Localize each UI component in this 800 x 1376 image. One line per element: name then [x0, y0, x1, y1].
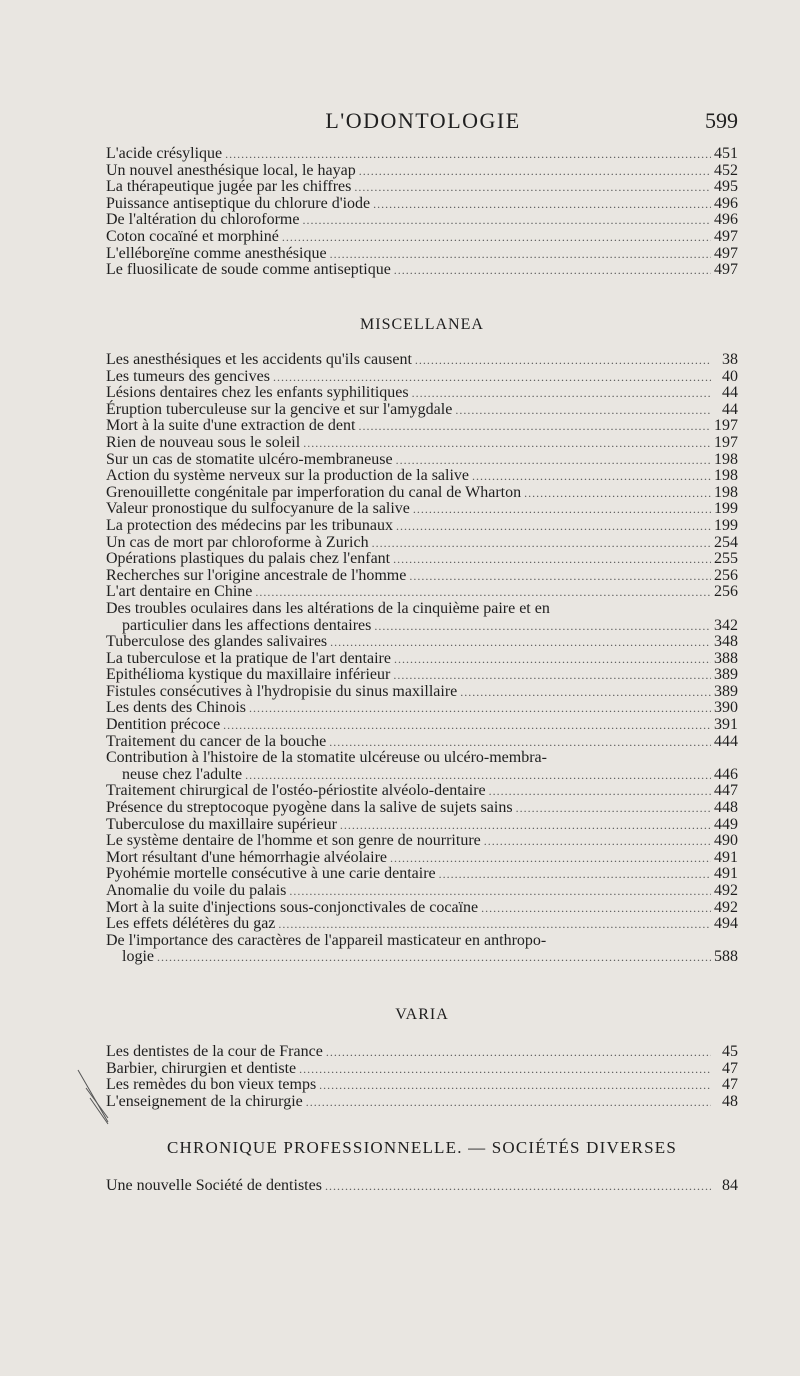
entry-page: 390 [714, 699, 738, 717]
dot-leader [524, 485, 711, 502]
entry-title: Des troubles oculaires dans les altérations de la cinquième paire et en [106, 599, 550, 617]
chronique-list [106, 1178, 738, 1195]
entry-title: Les remèdes du bon vieux temps [106, 1076, 317, 1094]
entry-title: Une nouvelle Société de dentistes [106, 1177, 322, 1194]
dot-leader [303, 435, 711, 452]
entry-page: 38 [722, 351, 738, 368]
dot-leader [329, 734, 711, 751]
entry-title: Contribution à l'histoire de la stomatite ulcéreuse ou ulcéro-membra- [106, 749, 547, 767]
dot-leader [326, 1044, 711, 1061]
top-index-section [106, 146, 738, 279]
entry-title: Fistules consécutives à l'hydropisie du sinus maxillaire [106, 682, 458, 700]
entry-title: Les anesthésiques et les accidents qu'ils causent [106, 351, 412, 368]
index-entry [106, 817, 738, 834]
entry-title-continuation: neuse chez l'adulte [122, 765, 243, 783]
entry-page: 256 [714, 566, 738, 584]
dot-leader [325, 1178, 711, 1195]
index-entry [106, 1077, 738, 1094]
entry-title: Opérations plastiques du palais chez l'enfant [106, 550, 391, 568]
entry-page: 198 [714, 450, 738, 468]
page-number: 599 [705, 108, 738, 133]
entry-page: 491 [714, 865, 738, 883]
entry-page: 444 [714, 732, 738, 750]
dot-leader [245, 767, 711, 784]
index-entry [106, 518, 738, 535]
entry-page: 588 [714, 948, 738, 966]
index-entry [106, 667, 738, 684]
index-entry [106, 385, 738, 402]
entry-page: 199 [714, 500, 738, 518]
entry-title: Valeur pronostique du sulfocyanure de la salive [106, 500, 410, 518]
entry-title: Éruption tuberculeuse sur la gencive et sur l'amygdale [106, 400, 453, 418]
entry-continuation-row [106, 618, 738, 635]
index-entry [106, 468, 738, 485]
entry-title: Tuberculose des glandes salivaires [106, 633, 328, 651]
index-entry [106, 485, 738, 502]
entry-page: 452 [714, 161, 738, 179]
chronique-heading: CHRONIQUE PROFESSIONNELLE. — SOCIÉTÉS DIVERSES [167, 1138, 677, 1157]
entry-title: Mort à la suite d'une extraction de dent [106, 417, 356, 435]
entry-page: 391 [714, 716, 738, 734]
entry-page: 45 [722, 1043, 738, 1060]
index-entry [106, 262, 738, 279]
dot-leader [278, 916, 711, 933]
entry-page: 84 [722, 1177, 738, 1194]
index-entry [106, 1061, 738, 1078]
dot-leader [249, 700, 711, 717]
dot-leader [413, 501, 711, 518]
index-entry [106, 684, 738, 701]
index-entry [106, 833, 738, 850]
running-title: L'ODONTOLOGIE [325, 108, 521, 133]
index-entry [106, 229, 738, 246]
entry-title: Traitement chirurgical de l'ostéo-périostite alvéolo-dentaire [106, 782, 486, 800]
chronique-section [106, 1178, 738, 1195]
dot-leader [359, 163, 711, 180]
index-entry [106, 568, 738, 585]
entry-title: Puissance antiseptique du chlorure d'iode [106, 194, 371, 212]
dot-leader [460, 684, 711, 701]
index-entry [106, 700, 738, 717]
dot-leader [282, 229, 711, 246]
entry-page: 44 [722, 384, 738, 402]
dot-leader [472, 468, 711, 485]
index-entry [106, 717, 738, 734]
entry-title: Un cas de mort par chloroforme à Zurich [106, 533, 369, 551]
entry-title: Anomalie du voile du palais [106, 882, 287, 899]
index-entry [106, 651, 738, 668]
entry-title: L'acide crésylique [106, 145, 223, 162]
entry-title: Les tumeurs des gencives [106, 367, 270, 385]
index-entry [106, 1094, 738, 1111]
dot-leader [273, 369, 711, 386]
index-entry [106, 750, 738, 783]
entry-page: 199 [714, 516, 738, 534]
entry-page: 256 [714, 583, 738, 601]
index-entry [106, 601, 738, 634]
miscellanea-section [106, 352, 738, 966]
entry-page: 451 [714, 145, 738, 162]
entry-title: La tuberculose et la pratique de l'art dentaire [106, 649, 391, 667]
entry-title-continuation: particulier dans les affections dentaires [122, 616, 372, 634]
entry-page: 494 [714, 915, 738, 933]
entry-title: Sur un cas de stomatite ulcéro-membraneuse [106, 450, 393, 468]
dot-leader [319, 1077, 711, 1094]
index-entry [106, 866, 738, 883]
entry-page: 47 [722, 1076, 738, 1094]
index-entry [106, 734, 738, 751]
entry-title: Epithélioma kystique du maxillaire inférieur [106, 666, 391, 684]
index-entry [106, 146, 738, 163]
entry-title: De l'altération du chloroforme [106, 211, 300, 229]
dot-leader [396, 452, 711, 469]
entry-page: 388 [714, 649, 738, 667]
entry-page: 447 [714, 782, 738, 800]
entry-title: De l'importance des caractères de l'appareil masticateur en anthropo- [106, 931, 547, 949]
dot-leader [330, 246, 711, 263]
index-entry [106, 246, 738, 263]
entry-page: 448 [714, 799, 738, 817]
index-entry [106, 402, 738, 419]
entry-title: Rien de nouveau sous le soleil [106, 433, 301, 451]
entry-page: 48 [722, 1092, 738, 1110]
entry-page: 497 [714, 244, 738, 262]
entry-page: 342 [714, 616, 738, 634]
entry-page: 254 [714, 533, 738, 551]
entry-page: 449 [714, 815, 738, 833]
entry-title: L'art dentaire en Chine [106, 583, 253, 601]
entry-title: L'ellébore̱ïne comme anesthésique [106, 244, 327, 262]
entry-page: 492 [714, 882, 738, 899]
entry-continuation-row [106, 767, 738, 784]
miscellanea-heading: MISCELLANEA [360, 316, 484, 333]
dot-leader [340, 817, 711, 834]
index-entry [106, 535, 738, 552]
entry-title: Le fluosilicate de soude comme antiseptique [106, 261, 391, 279]
top-index-list [106, 146, 738, 279]
dot-leader [412, 385, 711, 402]
index-entry [106, 418, 738, 435]
entry-title: L'enseignement de la chirurgie [106, 1092, 303, 1110]
entry-continuation-row [106, 949, 738, 966]
index-entry [106, 584, 738, 601]
dot-leader [374, 618, 711, 635]
entry-title: Tuberculose du maxillaire supérieur [106, 815, 337, 833]
index-entry [106, 783, 738, 800]
index-entry [106, 800, 738, 817]
entry-title: Un nouvel anesthésique local, le hayap [106, 161, 356, 179]
entry-page: 491 [714, 848, 738, 866]
dot-leader [373, 196, 711, 213]
dot-leader [415, 352, 711, 369]
dot-leader [225, 146, 711, 163]
entry-page: 495 [714, 178, 738, 196]
index-entry [106, 916, 738, 933]
entry-title: Pyohémie mortelle consécutive à une carie dentaire [106, 865, 436, 883]
index-entry [106, 212, 738, 229]
entry-page: 490 [714, 832, 738, 850]
index-entry [106, 900, 738, 917]
dot-leader [390, 850, 711, 867]
dot-leader [455, 402, 711, 419]
dot-leader [306, 1094, 711, 1111]
entry-page: 497 [714, 261, 738, 279]
varia-heading: VARIA [395, 1006, 449, 1023]
dot-leader [372, 535, 711, 552]
varia-list [106, 1044, 738, 1110]
entry-page: 496 [714, 194, 738, 212]
entry-title: Les dents des Chinois [106, 699, 246, 717]
index-entry [106, 369, 738, 386]
dot-leader [394, 262, 711, 279]
dot-leader [409, 568, 711, 585]
entry-title: Barbier, chirurgien et dentiste [106, 1059, 297, 1077]
dot-leader [396, 518, 711, 535]
dot-leader [354, 179, 711, 196]
dot-leader [393, 551, 711, 568]
entry-title: Présence du streptocoque pyogène dans la salive de sujets sains [106, 799, 513, 817]
index-entry [106, 196, 738, 213]
dot-leader [255, 584, 711, 601]
index-entry [106, 634, 738, 651]
index-entry [106, 1178, 738, 1195]
entry-page: 197 [714, 417, 738, 435]
dot-leader [516, 800, 711, 817]
entry-page: 389 [714, 682, 738, 700]
dot-leader [330, 634, 711, 651]
index-entry [106, 850, 738, 867]
entry-title: Mort à la suite d'injections sous-conjonctivales de cocaïne [106, 898, 479, 916]
page-header [108, 104, 738, 138]
index-entry [106, 452, 738, 469]
entry-page: 255 [714, 550, 738, 568]
entry-title: Coton cocaïné et morphiné [106, 227, 279, 245]
entry-title: La protection des médecins par les tribunaux [106, 516, 394, 534]
dot-leader [393, 667, 711, 684]
dot-leader [439, 866, 711, 883]
index-entry [106, 551, 738, 568]
entry-page: 47 [722, 1059, 738, 1077]
entry-title: La thérapeutique jugée par les chiffres [106, 178, 352, 196]
dot-leader [299, 1061, 711, 1078]
entry-title: Traitement du cancer de la bouche [106, 732, 327, 750]
entry-page: 198 [714, 483, 738, 501]
entry-page: 492 [714, 898, 738, 916]
entry-title: Les dentistes de la cour de France [106, 1043, 323, 1060]
index-entry [106, 883, 738, 900]
dot-leader [157, 949, 711, 966]
entry-title: Le système dentaire de l'homme et son genre de nourriture [106, 832, 481, 850]
dot-leader [484, 833, 711, 850]
entry-title: Action du système nerveux sur la production de la salive [106, 467, 470, 485]
dot-leader [223, 717, 711, 734]
dot-leader [302, 212, 711, 229]
entry-page: 496 [714, 211, 738, 229]
entry-title: Les effets délétères du gaz [106, 915, 276, 933]
index-entry [106, 179, 738, 196]
entry-title-continuation: logie [122, 948, 154, 966]
dot-leader [289, 883, 711, 900]
entry-title: Lésions dentaires chez les enfants syphilitiques [106, 384, 409, 402]
index-entry [106, 435, 738, 452]
index-entry [106, 163, 738, 180]
entry-title: Recherches sur l'origine ancestrale de l'homme [106, 566, 407, 584]
entry-page: 389 [714, 666, 738, 684]
entry-page: 497 [714, 227, 738, 245]
dot-leader [489, 783, 711, 800]
varia-section [106, 1044, 738, 1110]
entry-title: Dentition précoce [106, 716, 221, 734]
entry-page: 348 [714, 633, 738, 651]
entry-page: 197 [714, 433, 738, 451]
index-entry [106, 1044, 738, 1061]
entry-page: 446 [714, 765, 738, 783]
index-entry [106, 933, 738, 966]
entry-title: Grenouillette congénitale par imperforation du canal de Wharton [106, 483, 522, 501]
entry-page: 40 [722, 367, 738, 385]
dot-leader [394, 651, 711, 668]
entry-page: 198 [714, 467, 738, 485]
miscellanea-list [106, 352, 738, 966]
dot-leader [358, 418, 711, 435]
entry-page: 44 [722, 400, 738, 418]
dot-leader [481, 900, 711, 917]
index-entry [106, 352, 738, 369]
entry-title: Mort résultant d'une hémorrhagie alvéolaire [106, 848, 387, 866]
index-entry [106, 501, 738, 518]
